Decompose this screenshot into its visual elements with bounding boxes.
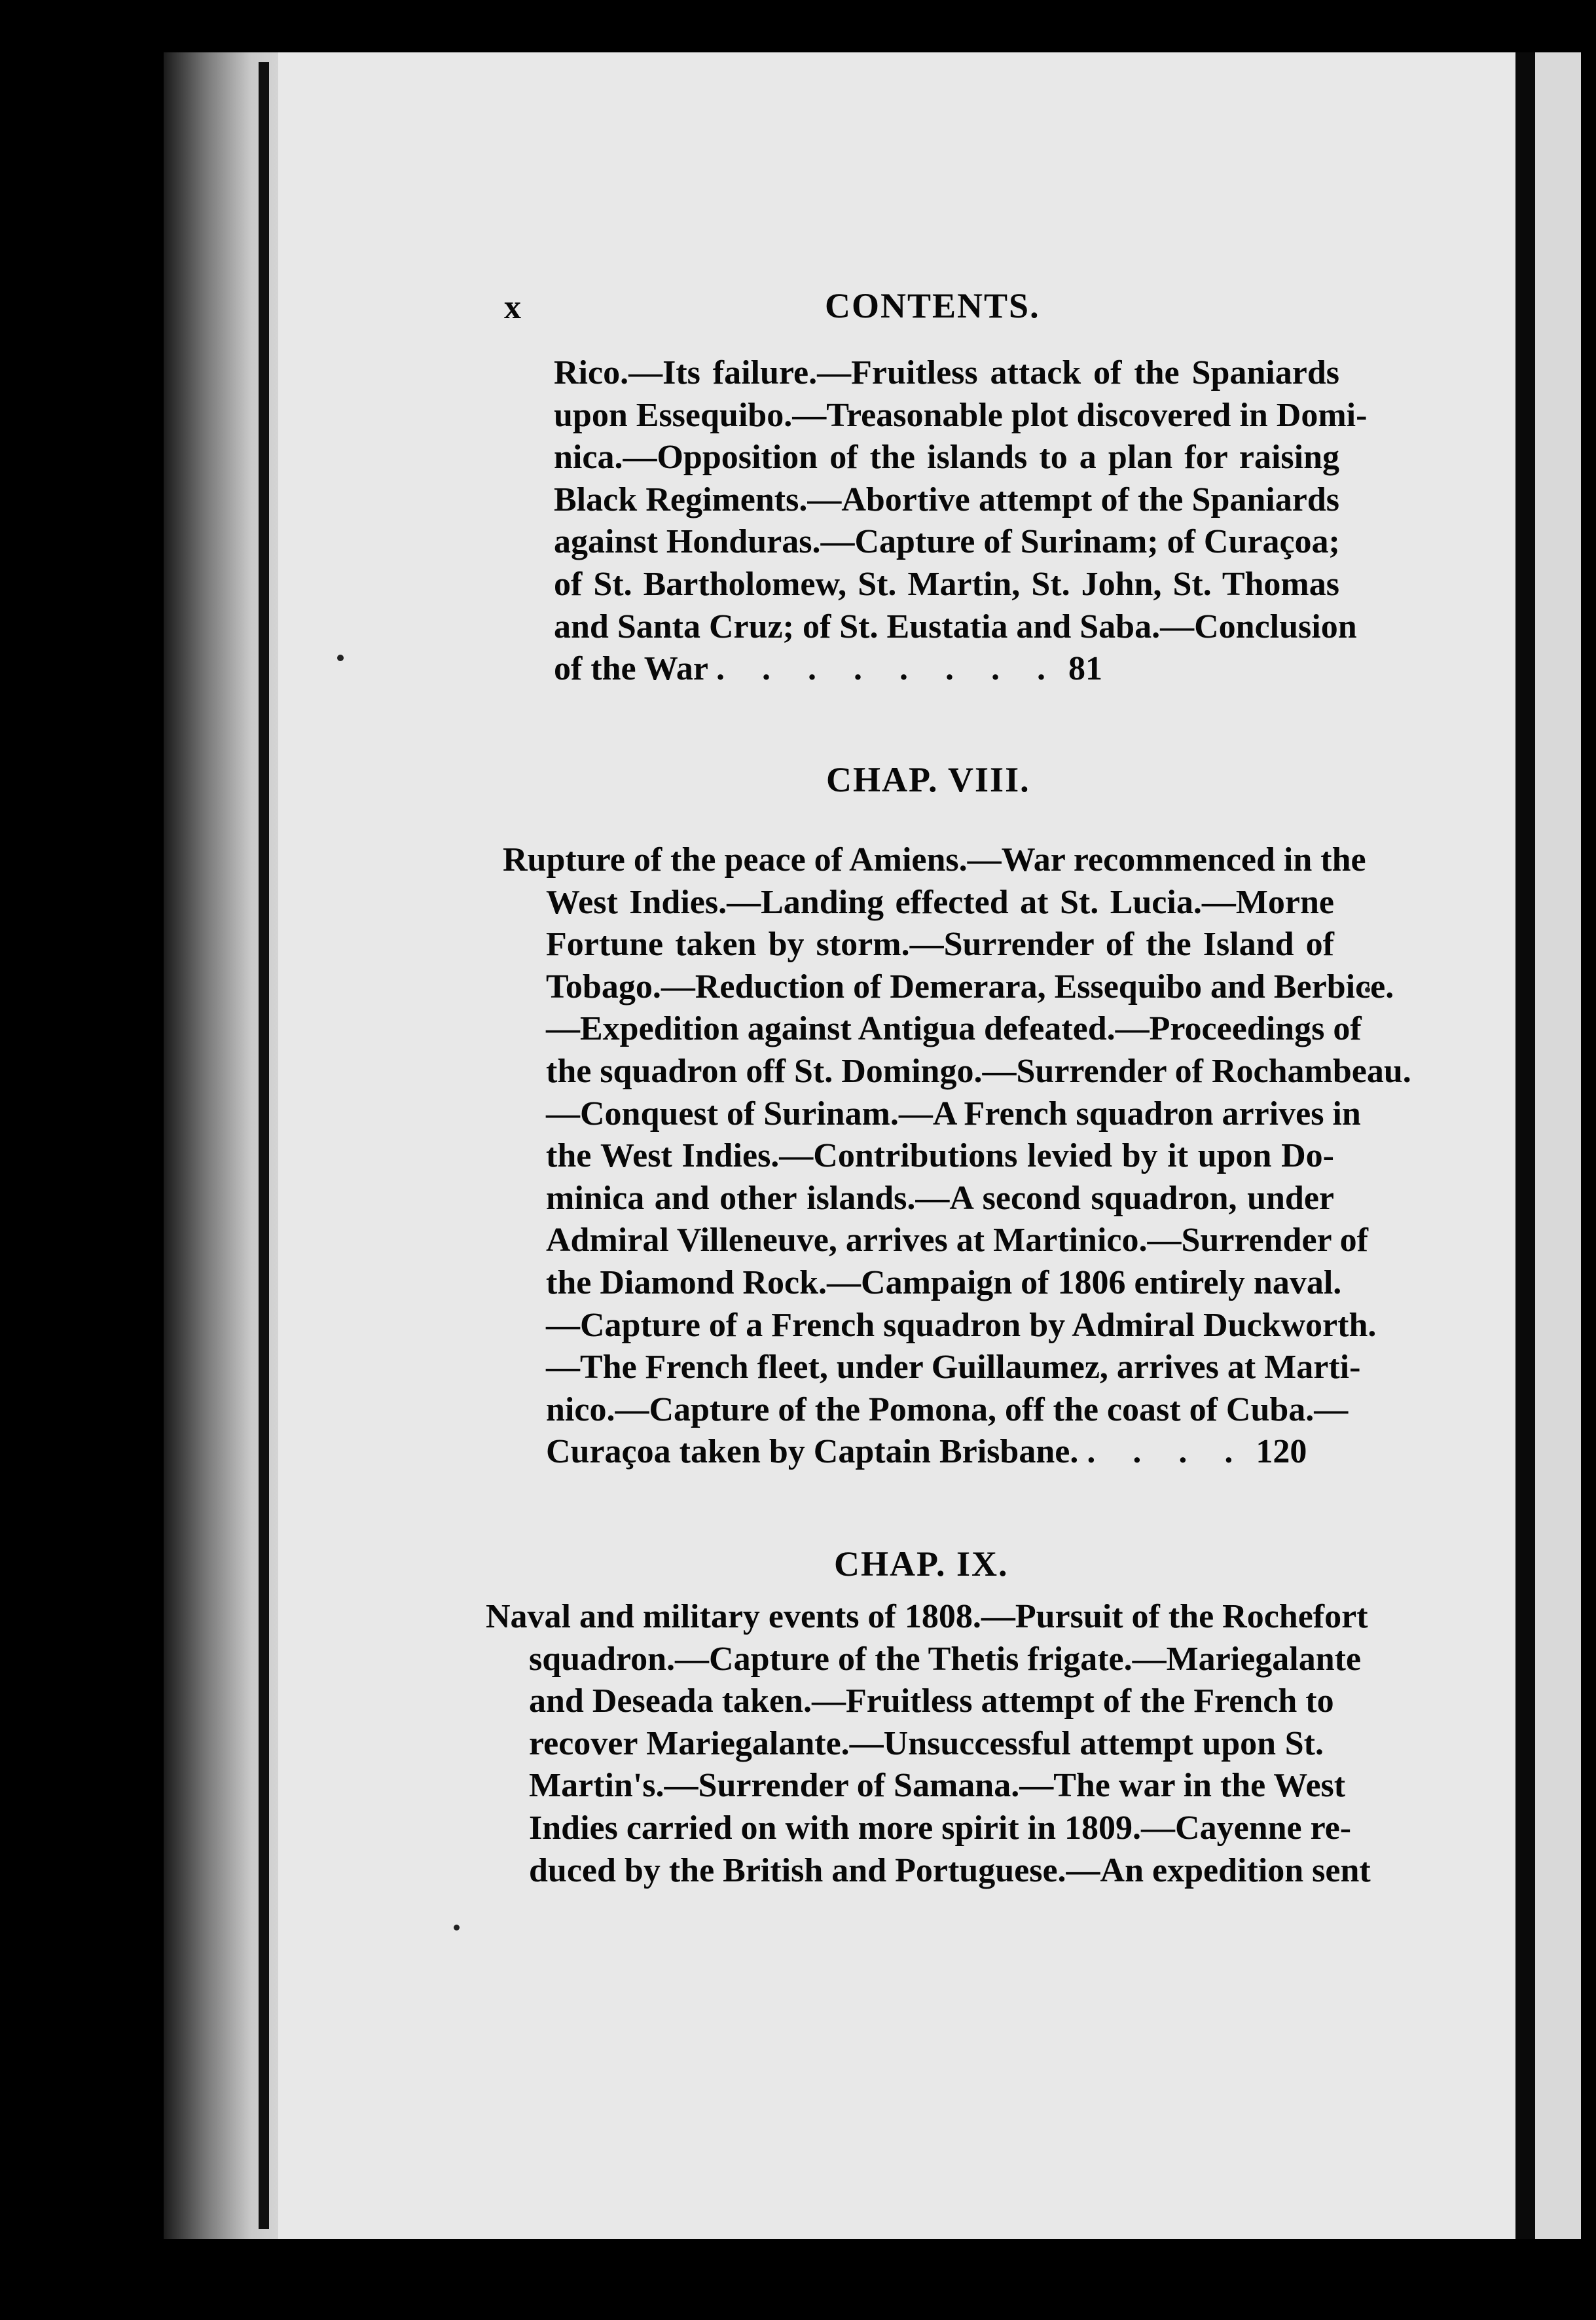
entry-line: Martin's.—Surrender of Samana.—The war in the West — [529, 1767, 1346, 1805]
book-spine-edge — [259, 62, 269, 2229]
entry-line: minica and other islands.—A second squadron, under — [546, 1179, 1334, 1217]
running-head: CONTENTS. — [825, 286, 1040, 325]
entry-line: nica.—Opposition of the islands to a plan for raising — [554, 439, 1339, 477]
entry-last-line: Curaçoa taken by Captain Brisbane. — [546, 1433, 1079, 1471]
chapter-heading: CHAP. IX. — [834, 1544, 1009, 1584]
entry-line: against Honduras.—Capture of Surinam; of Curaçoa; — [554, 523, 1340, 561]
ink-speck — [454, 1925, 460, 1930]
gutter-strip — [1515, 52, 1535, 2239]
entry-line: duced by the British and Portuguese.—An expedition sent — [529, 1851, 1371, 1889]
dot-leader: . . . . — [1087, 1433, 1248, 1471]
entry-line: the squadron off St. Domingo.—Surrender of Rochambeau. — [546, 1052, 1411, 1090]
contents-entry-chap-vii-continued — [554, 352, 1368, 691]
entry-line: —Capture of a French squadron by Admiral Duckworth. — [546, 1306, 1377, 1344]
entry-line: the West Indies.—Contributions levied by it upon Do- — [546, 1137, 1334, 1175]
page-number: 81 — [1068, 650, 1102, 688]
entry-line: squadron.—Capture of the Thetis frigate.—Mariegalante — [529, 1640, 1362, 1678]
entry-last-line: of the War — [554, 650, 708, 688]
entry-line: Admiral Villeneuve, arrives at Martinico.—Surrender of — [546, 1222, 1368, 1260]
entry-line: —Conquest of Surinam.—A French squadron arrives in — [546, 1095, 1361, 1133]
entry-line: recover Mariegalante.—Unsuccessful attempt upon St. — [529, 1724, 1324, 1762]
entry-line: upon Essequibo.—Treasonable plot discovered in Domi- — [554, 396, 1368, 434]
entry-page-reference-line — [554, 648, 1339, 691]
contents-entry-chap-viii — [503, 839, 1411, 1474]
entry-line: and Deseada taken.—Fruitless attempt of the French to — [529, 1682, 1334, 1720]
contents-entry-chap-ix — [486, 1596, 1371, 1892]
page-number: 120 — [1256, 1433, 1307, 1471]
dot-leader: . . . . . . . . — [716, 650, 1060, 688]
entry-line: and Santa Cruz; of St. Eustatia and Saba.—Conclusion — [554, 607, 1357, 645]
facing-page-edge — [1535, 52, 1581, 2239]
entry-line: Black Regiments.—Abortive attempt of the Spaniards — [554, 480, 1339, 518]
chapter-heading: CHAP. VIII. — [826, 760, 1030, 799]
entry-line: Fortune taken by storm.—Surrender of the Island of — [546, 926, 1334, 964]
entry-line: Tobago.—Reduction of Demerara, Essequibo and Berbice. — [546, 968, 1394, 1006]
entry-line: the Diamond Rock.—Campaign of 1806 entirely naval. — [546, 1263, 1342, 1301]
book-edge-shadow — [164, 52, 288, 2239]
entry-page-reference-line — [503, 1431, 1334, 1474]
entry-line: nico.—Capture of the Pomona, off the coast of Cuba.— — [546, 1390, 1349, 1428]
page-folio: x — [504, 289, 521, 326]
entry-line: Naval and military events of 1808.—Pursuit of the Rochefort — [486, 1598, 1368, 1635]
entry-line: —Expedition against Antigua defeated.—Proceedings of — [546, 1010, 1362, 1048]
entry-line: Rico.—Its failure.—Fruitless attack of the Spaniards — [554, 354, 1339, 391]
entry-line: Indies carried on with more spirit in 1809.—Cayenne re- — [529, 1809, 1352, 1847]
entry-line: West Indies.—Landing effected at St. Lucia.—Morne — [546, 883, 1334, 921]
entry-line: of St. Bartholomew, St. Martin, St. John, St. Thomas — [554, 565, 1339, 603]
entry-line: —The French fleet, under Guillaumez, arrives at Marti- — [546, 1349, 1361, 1387]
ink-speck — [337, 655, 344, 661]
entry-line: Rupture of the peace of Amiens.—War recommenced in the — [503, 841, 1366, 879]
